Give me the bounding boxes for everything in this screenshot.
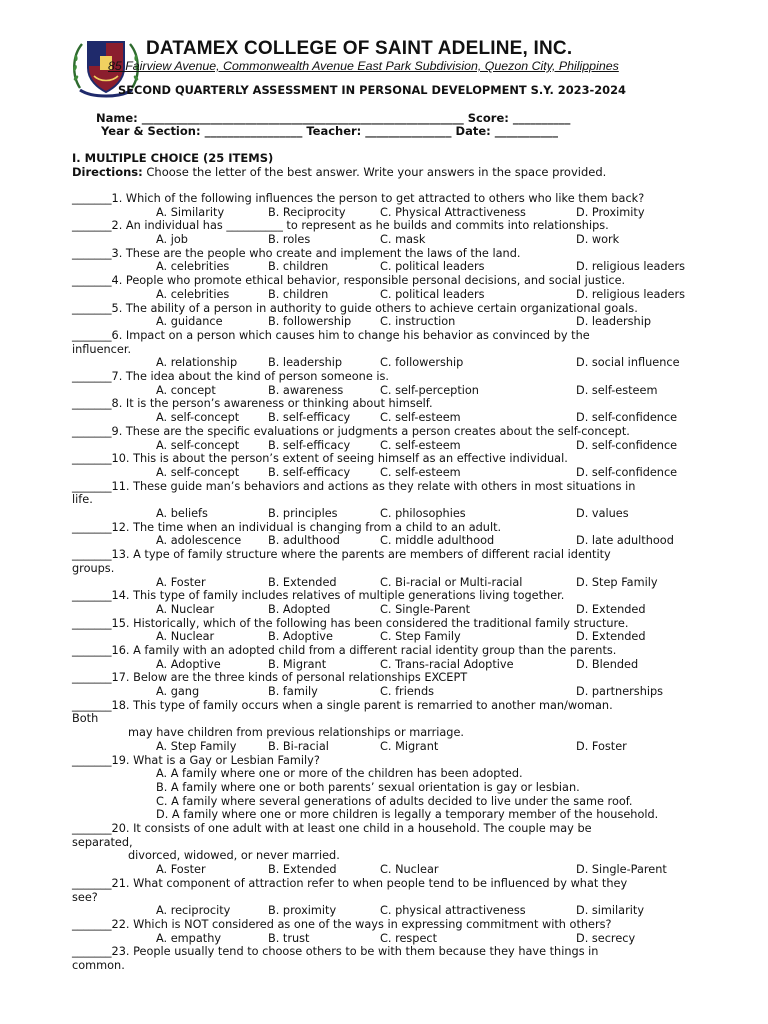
question-stem: _______17. Below are the three kinds of personal relationships EXCEPT bbox=[72, 671, 468, 685]
answer-choice: D. self-confidence bbox=[576, 438, 678, 452]
answer-choice: D. Proximity bbox=[576, 205, 645, 219]
answer-choice: B. self-efficacy bbox=[268, 438, 351, 452]
choice-row bbox=[72, 411, 702, 425]
school-name: DATAMEX COLLEGE OF SAINT ADELINE, INC. bbox=[146, 38, 573, 59]
answer-choice: A. Foster bbox=[156, 863, 206, 877]
question-stem: _______10. This is about the person’s extent of seeing himself as an effective individual. bbox=[72, 452, 568, 466]
answer-choice: B. trust bbox=[268, 931, 310, 945]
answer-choice: B. Adopted bbox=[268, 602, 331, 616]
question-item bbox=[72, 425, 702, 452]
question-stem: _______21. What component of attraction refer to when people tend to be influenced by what they bbox=[72, 876, 628, 890]
question-stem-continued: separated, bbox=[72, 835, 133, 849]
answer-choice: B. Adoptive bbox=[268, 630, 333, 644]
answer-choice: B. Extended bbox=[268, 863, 337, 877]
answer-choice: D. values bbox=[576, 507, 629, 521]
answer-choice: C. self-perception bbox=[380, 383, 479, 397]
choice-row bbox=[72, 658, 702, 672]
answer-choice: A. job bbox=[156, 233, 188, 247]
answer-choice: A. guidance bbox=[156, 315, 223, 329]
question-stem: _______12. The time when an individual is changing from a child to an adult. bbox=[72, 520, 502, 534]
directions-label: Directions: bbox=[72, 165, 143, 179]
question-stem: _______20. It consists of one adult with at least one child in a household. The couple may be bbox=[72, 822, 592, 836]
question-item bbox=[72, 192, 702, 219]
question-stem-continued: see? bbox=[72, 890, 98, 904]
answer-choice: D. Foster bbox=[576, 739, 627, 753]
directions-text: Choose the letter of the best answer. Write your answers in the space provided. bbox=[142, 165, 607, 179]
answer-choice: A. Adoptive bbox=[156, 657, 221, 671]
answer-choice: C. A family where several generations of adults decided to live under the same roof. bbox=[156, 794, 633, 808]
question-stem: _______2. An individual has __________ to represent as he builds and commits into relationships. bbox=[72, 219, 609, 233]
answer-choice: C. political leaders bbox=[380, 287, 485, 301]
answer-choice: A. self-concept bbox=[156, 465, 240, 479]
question-item bbox=[72, 397, 702, 424]
answer-choice: C. philosophies bbox=[380, 507, 466, 521]
question-item bbox=[72, 480, 702, 521]
answer-choice: D. religious leaders bbox=[576, 287, 686, 301]
answer-choice: A. gang bbox=[156, 685, 200, 699]
answer-choice: C. instruction bbox=[380, 315, 456, 329]
answer-choice: C. Bi-racial or Multi-racial bbox=[380, 575, 523, 589]
answer-choice: D. late adulthood bbox=[576, 534, 674, 548]
answer-choice: A. concept bbox=[156, 383, 216, 397]
question-item bbox=[72, 274, 702, 301]
answer-choice: D. A family where one or more children is legally a temporary member of the household. bbox=[156, 808, 659, 822]
directions bbox=[72, 165, 606, 179]
answer-choice: A. self-concept bbox=[156, 438, 240, 452]
choice-row bbox=[72, 630, 702, 644]
choice-row bbox=[72, 384, 702, 398]
choice-row bbox=[72, 685, 702, 699]
question-item bbox=[72, 945, 702, 972]
answer-choice: D. secrecy bbox=[576, 931, 636, 945]
question-item bbox=[72, 877, 702, 918]
question-stem: _______3. These are the people who create and implement the laws of the land. bbox=[72, 246, 521, 260]
answer-choice: C. physical attractiveness bbox=[380, 904, 526, 918]
answer-choice: B. children bbox=[268, 287, 329, 301]
answer-choice: C. respect bbox=[380, 931, 438, 945]
question-stem-continued: life. bbox=[72, 493, 93, 507]
answer-choice: D. partnerships bbox=[576, 685, 664, 699]
answer-choice: D. Single-Parent bbox=[576, 863, 667, 877]
choice-row bbox=[72, 206, 702, 220]
answer-choice: C. Nuclear bbox=[380, 863, 439, 877]
choice-row bbox=[72, 932, 702, 946]
answer-choice: C. mask bbox=[380, 233, 426, 247]
answer-choice: C. self-esteem bbox=[380, 438, 461, 452]
choice-row bbox=[72, 863, 702, 877]
answer-choice: D. Blended bbox=[576, 657, 639, 671]
question-list bbox=[72, 192, 702, 973]
name-score-line: Name: ________________________________________________________ Score: __________ bbox=[96, 111, 571, 125]
answer-choice: A. self-concept bbox=[156, 411, 240, 425]
answer-choice: C. Migrant bbox=[380, 739, 439, 753]
answer-choice: A. beliefs bbox=[156, 507, 208, 521]
answer-choice: B. Migrant bbox=[268, 657, 327, 671]
answer-choice: A. Nuclear bbox=[156, 602, 215, 616]
question-stem: _______1. Which of the following influences the person to get attracted to others who like them back? bbox=[72, 192, 645, 205]
answer-choice: C. self-esteem bbox=[380, 411, 461, 425]
question-stem: _______15. Historically, which of the following has been considered the traditional family structure. bbox=[72, 616, 629, 630]
answer-choice: A. adolescence bbox=[156, 534, 242, 548]
choice-row bbox=[72, 233, 702, 247]
answer-choice: A. empathy bbox=[156, 931, 222, 945]
question-stem: _______13. A type of family structure where the parents are members of different racial identity bbox=[72, 548, 611, 562]
answer-choice: B. leadership bbox=[268, 356, 343, 370]
answer-choice: C. self-esteem bbox=[380, 465, 461, 479]
choice-row bbox=[72, 356, 702, 370]
choice-row bbox=[72, 466, 702, 480]
question-item bbox=[72, 617, 702, 644]
answer-choice: B. children bbox=[268, 260, 329, 274]
question-stem-continued: divorced, widowed, or never married. bbox=[128, 849, 340, 863]
choice-row bbox=[72, 534, 702, 548]
answer-choice: A. reciprocity bbox=[156, 904, 231, 918]
answer-choice: B. family bbox=[268, 685, 318, 699]
answer-choice: B. Reciprocity bbox=[268, 205, 346, 219]
answer-choice: B. principles bbox=[268, 507, 338, 521]
question-stem: _______4. People who promote ethical behavior, responsible personal decisions, and social justice. bbox=[72, 274, 626, 288]
choice-row bbox=[72, 576, 702, 590]
question-item bbox=[72, 302, 702, 329]
school-address: 85 Fairview Avenue, Commonwealth Avenue East Park Subdivision, Quezon City, Philippines bbox=[108, 59, 619, 73]
question-stem: _______14. This type of family includes relatives of multiple generations living together. bbox=[72, 589, 565, 603]
question-item bbox=[72, 644, 702, 671]
answer-choice: D. self-esteem bbox=[576, 383, 658, 397]
answer-choice: D. similarity bbox=[576, 904, 645, 918]
answer-choice: C. Trans-racial Adoptive bbox=[380, 657, 514, 671]
answer-choice: A. celebrities bbox=[156, 287, 230, 301]
question-stem-continued: common. bbox=[72, 959, 125, 973]
answer-choice: A. Nuclear bbox=[156, 630, 215, 644]
answer-choice: A. celebrities bbox=[156, 260, 230, 274]
answer-choice: D. Extended bbox=[576, 630, 646, 644]
answer-choice: B. followership bbox=[268, 315, 352, 329]
section-teacher-date-line: Year & Section: _________________ Teacher: _______________ Date: ___________ bbox=[101, 124, 558, 138]
question-item bbox=[72, 247, 702, 274]
question-item bbox=[72, 754, 702, 823]
choice-row bbox=[72, 603, 702, 617]
question-item bbox=[72, 452, 702, 479]
question-stem: _______5. The ability of a person in authority to guide others to achieve certain organizational goals. bbox=[72, 301, 638, 315]
question-stem: _______8. It is the person’s awareness or thinking about himself. bbox=[72, 397, 433, 411]
question-item bbox=[72, 521, 702, 548]
answer-choice: A. relationship bbox=[156, 356, 238, 370]
question-stem: _______18. This type of family occurs when a single parent is remarried to another man/woman. bbox=[72, 698, 613, 712]
question-stem: _______22. Which is NOT considered as one of the ways in expressing commitment with others? bbox=[72, 917, 612, 931]
choice-row bbox=[72, 260, 702, 274]
question-item bbox=[72, 671, 702, 698]
section-title: I. MULTIPLE CHOICE (25 ITEMS) bbox=[72, 151, 274, 165]
answer-choice: C. Physical Attractiveness bbox=[380, 205, 526, 219]
question-item bbox=[72, 329, 702, 370]
question-stem-continued: influencer. bbox=[72, 342, 132, 356]
answer-choice: B. self-efficacy bbox=[268, 411, 351, 425]
question-item bbox=[72, 219, 702, 246]
question-item bbox=[72, 822, 702, 877]
question-stem: _______19. What is a Gay or Lesbian Family? bbox=[72, 753, 320, 767]
exam-title: SECOND QUARTERLY ASSESSMENT IN PERSONAL DEVELOPMENT S.Y. 2023-2024 bbox=[118, 83, 626, 97]
question-stem: _______16. A family with an adopted child from a different racial identity group than the parents. bbox=[72, 643, 617, 657]
answer-choice: D. self-confidence bbox=[576, 465, 678, 479]
answer-choice: C. followership bbox=[380, 356, 464, 370]
choice-row bbox=[72, 288, 702, 302]
answer-choice: B. Bi-racial bbox=[268, 739, 329, 753]
question-item bbox=[72, 918, 702, 945]
question-item bbox=[72, 589, 702, 616]
answer-choice: A. Foster bbox=[156, 575, 206, 589]
answer-choice: C. middle adulthood bbox=[380, 534, 495, 548]
answer-choice: D. religious leaders bbox=[576, 260, 686, 274]
question-item bbox=[72, 699, 702, 754]
question-stem: _______9. These are the specific evaluations or judgments a person creates about the self-concept. bbox=[72, 424, 630, 438]
answer-choice: B. roles bbox=[268, 233, 311, 247]
answer-choice: C. political leaders bbox=[380, 260, 485, 274]
choice-row bbox=[72, 315, 702, 329]
question-item bbox=[72, 370, 702, 397]
question-stem-continued: Both bbox=[72, 712, 99, 726]
choice-row bbox=[72, 439, 702, 453]
answer-choice: C. friends bbox=[380, 685, 434, 699]
answer-choice: D. self-confidence bbox=[576, 411, 678, 425]
question-item bbox=[72, 548, 702, 589]
question-stem: _______7. The idea about the kind of person someone is. bbox=[72, 370, 389, 384]
answer-choice: D. leadership bbox=[576, 315, 652, 329]
answer-choice: C. Step Family bbox=[380, 630, 461, 644]
answer-choice: D. work bbox=[576, 233, 620, 247]
answer-choice: B. proximity bbox=[268, 904, 337, 918]
answer-choice: C. Single-Parent bbox=[380, 602, 471, 616]
answer-choice: B. self-efficacy bbox=[268, 465, 351, 479]
answer-choice: D. Step Family bbox=[576, 575, 658, 589]
answer-choice: B. Extended bbox=[268, 575, 337, 589]
question-stem: _______11. These guide man’s behaviors and actions as they relate with others in most situations in bbox=[72, 479, 636, 493]
answer-choice: A. Similarity bbox=[156, 205, 225, 219]
answer-choice: B. adulthood bbox=[268, 534, 340, 548]
answer-choice: A. Step Family bbox=[156, 739, 237, 753]
answer-choice: D. social influence bbox=[576, 356, 680, 370]
choice-row bbox=[72, 507, 702, 521]
choice-row bbox=[72, 904, 702, 918]
answer-choice: B. awareness bbox=[268, 383, 344, 397]
choice-row bbox=[72, 740, 702, 754]
question-stem: _______23. People usually tend to choose others to be with them because they have things in bbox=[72, 945, 599, 959]
answer-choice: D. Extended bbox=[576, 602, 646, 616]
question-stem-continued: may have children from previous relationships or marriage. bbox=[128, 726, 465, 740]
answer-choice: B. A family where one or both parents’ sexual orientation is gay or lesbian. bbox=[156, 780, 580, 794]
answer-choice: A. A family where one or more of the children has been adopted. bbox=[156, 767, 523, 781]
question-stem-continued: groups. bbox=[72, 561, 115, 575]
question-stem: _______6. Impact on a person which causes him to change his behavior as convinced by the bbox=[72, 328, 590, 342]
